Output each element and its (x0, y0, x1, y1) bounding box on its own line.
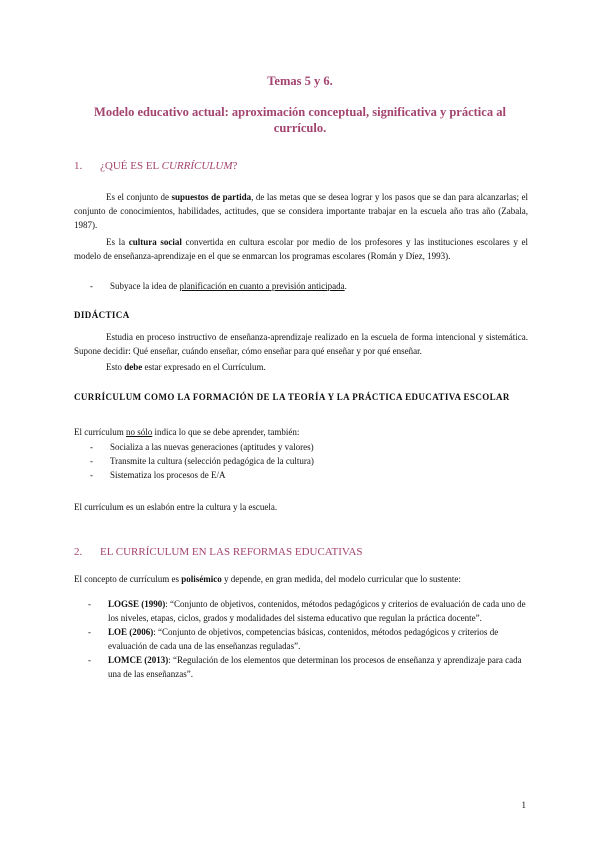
list-item (90, 454, 528, 468)
law-name: LOGSE (1990) (108, 599, 166, 609)
did-p2-a: Esto (106, 362, 125, 372)
list-item-text: Sistematiza los procesos de E/A (110, 470, 226, 480)
list-item (90, 440, 528, 454)
curriculum-subtitle: CURRÍCULUM COMO LA FORMACIÓN DE LA TEORÍA Y LA PRÁCTICA EDUCATIVA ESCOLAR (74, 392, 510, 402)
law-item-loe (88, 625, 528, 653)
dash-marker: - (90, 281, 93, 291)
reforms-intro-c: y depende, en gran medida, del modelo curricular que lo sustente: (221, 574, 461, 584)
didactica-paragraph-2 (74, 360, 528, 374)
law-name: LOE (2006) (108, 627, 154, 637)
b1-text-c: . (344, 281, 347, 291)
p1-text-c: , de las metas que se desea lograr y los pasos que se dan para alcanzarlas; el conjunto de conocimientos, habilidades, actitudes, que se considera importante trabajar en la escuela año tras año (Zabala, 1987). (74, 192, 528, 230)
cur-intro-c: indica lo que se debe aprender, también: (152, 427, 300, 437)
section-1-heading-em: CURRÍCULUM (161, 160, 233, 172)
law-text: : “Regulación de los elementos que determinan los procesos de enseñanza y aprendizaje para cada una de las enseñanzas”. (108, 655, 522, 679)
dash-marker: - (88, 655, 91, 665)
cur-intro-a: El currículum (74, 427, 126, 437)
reforms-intro-a: El concepto de currículum es (74, 574, 182, 584)
p2-text-c: convertida en cultura escolar por medio de los profesores y las instituciones escolares y el modelo de enseñanza-aprendizaje en el que se enmarcan los programas escolares (Román y Díez, 1993). (74, 237, 528, 261)
p1-text-bold: supuestos de partida (171, 192, 252, 202)
did-p2-c: estar expresado en el Currículum. (142, 362, 266, 372)
b1-text-underlined: planificación en cuanto a previsión anticipada (179, 281, 345, 291)
law-item-lomce (88, 653, 528, 681)
planning-bullet (90, 279, 528, 293)
law-name: LOMCE (2013) (108, 655, 169, 665)
section-1-heading-pre: ¿QUÉ ES EL (100, 160, 162, 172)
didactica-paragraph: Estudia en proceso instructivo de enseñanza-aprendizaje realizado en la escuela de forma intencional y sistemática. Supone decidir: Qué enseñar, cuándo enseñar, cómo enseñar para qué enseñar y por qué enseñar. (74, 332, 528, 356)
did-p2-bold: debe (124, 362, 143, 372)
law-text: : “Conjunto de objetivos, competencias básicas, contenidos, métodos pedagógicos y criterios de evaluación de cada una de las enseñanzas reguladas”. (108, 627, 499, 651)
cur-intro-underlined: no sólo (125, 427, 153, 437)
list-item-text: Transmite la cultura (selección pedagógica de la cultura) (110, 456, 314, 466)
didactica-title: DIDÁCTICA (74, 310, 130, 320)
reforms-intro (74, 572, 528, 586)
laws-list (88, 597, 528, 681)
dash-marker: - (90, 456, 93, 466)
section-2-heading (74, 546, 363, 558)
curriculum-conclusion: El currículum es un eslabón entre la cultura y la escuela. (74, 502, 278, 512)
dash-marker: - (90, 442, 93, 452)
p2-text-bold: cultura social (128, 237, 182, 247)
b1-text-a: Subyace la idea de (110, 281, 180, 291)
dash-marker: - (90, 470, 93, 480)
page-title: Temas 5 y 6. (267, 74, 333, 88)
curriculum-list (90, 440, 528, 482)
page-subtitle: Modelo educativo actual: aproximación conceptual, significativa y práctica al currículo. (94, 105, 506, 135)
section-1-heading (74, 160, 237, 172)
curriculum-intro (74, 425, 528, 439)
reforms-intro-bold: polisémico (181, 574, 222, 584)
dash-marker: - (88, 627, 91, 637)
list-item (90, 468, 528, 482)
section-2-number: 2. (74, 546, 83, 558)
law-text: : “Conjunto de objetivos, contenidos, métodos pedagógicos y criterios de evaluación de cada uno de los niveles, etapas, ciclos, grados y modalidades del sistema educativo que regulan la práctica docente”. (108, 599, 526, 623)
section-1-heading-post: ? (232, 160, 238, 172)
p2-text-a: Es la (106, 237, 129, 247)
section-1-number: 1. (74, 160, 83, 172)
list-item-text: Socializa a las nuevas generaciones (aptitudes y valores) (110, 442, 314, 452)
section-2-heading-text: EL CURRÍCULUM EN LAS REFORMAS EDUCATIVAS (100, 546, 363, 558)
law-item-logse (88, 597, 528, 625)
p1-text-a: Es el conjunto de (106, 192, 172, 202)
definition-paragraph-1 (74, 190, 528, 232)
definition-paragraph-2 (74, 235, 528, 263)
page-number: 1 (521, 800, 526, 810)
dash-marker: - (88, 599, 91, 609)
